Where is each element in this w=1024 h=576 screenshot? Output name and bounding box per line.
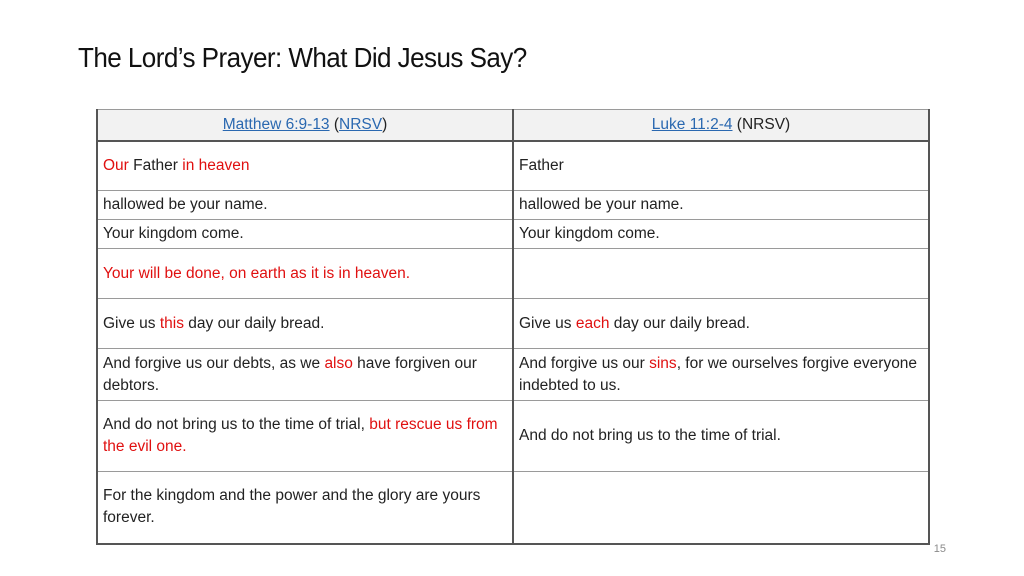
luke-cell: [513, 349, 929, 401]
luke-cell: [513, 299, 929, 349]
luke-version: (NRSV): [732, 115, 791, 133]
highlight-text: in heaven: [182, 156, 250, 174]
luke-cell: [513, 220, 929, 249]
comparison-table: [96, 109, 930, 545]
cell-text: day our daily bread.: [609, 314, 750, 332]
cell-text: And do not bring us to the time of trial,: [103, 416, 370, 433]
table-row: [97, 220, 929, 249]
cell-text: And do not bring us to the time of trial.: [519, 427, 781, 444]
cell-text: hallowed be your name.: [519, 196, 684, 213]
cell-text: Your kingdom come.: [519, 225, 660, 242]
table-header-row: [97, 110, 929, 141]
luke-cell: [513, 249, 929, 299]
table-row: [97, 141, 929, 191]
table-row: [97, 349, 929, 401]
luke-cell: [513, 141, 929, 191]
luke-cell: [513, 401, 929, 472]
highlight-text: Our: [103, 156, 129, 174]
matthew-cell: [97, 401, 513, 472]
close-paren: ): [382, 115, 388, 133]
highlight-text: also: [324, 354, 353, 372]
cell-text: And forgive us our: [519, 354, 650, 372]
table-row: [97, 191, 929, 220]
cell-text: Father: [128, 156, 183, 174]
cell-text: , for we ourselves forgive everyone indebted to us.: [519, 354, 918, 394]
cell-text: day our daily bread.: [183, 314, 325, 332]
highlight-text: sins: [649, 354, 677, 372]
matthew-reference-link[interactable]: Matthew 6:9-13: [222, 115, 330, 133]
slide-title: The Lord’s Prayer: What Did Jesus Say?: [78, 42, 527, 73]
header-luke: [513, 110, 929, 141]
highlight-text: this: [159, 314, 184, 332]
cell-text: hallowed be your name.: [103, 196, 268, 213]
matthew-cell: [97, 141, 513, 191]
open-paren: (: [329, 115, 340, 133]
page-number: 15: [933, 543, 946, 555]
cell-text: Father: [519, 156, 564, 174]
cell-text: Give us: [103, 314, 160, 332]
highlight-text: Your will be done, on earth as it is in heaven.: [103, 264, 411, 282]
matthew-cell: [97, 349, 513, 401]
table-row: [97, 401, 929, 472]
table-row: [97, 299, 929, 349]
matthew-cell: [97, 299, 513, 349]
cell-text: have forgiven our debtors.: [103, 354, 477, 394]
nrsv-link[interactable]: NRSV: [339, 115, 383, 133]
table-row: [97, 249, 929, 299]
luke-cell: [513, 472, 929, 544]
highlight-text: each: [575, 314, 610, 332]
matthew-cell: [97, 249, 513, 299]
cell-text: Your kingdom come.: [103, 225, 244, 242]
cell-text: For the kingdom and the power and the glory are yours forever.: [103, 487, 481, 527]
matthew-cell: [97, 191, 513, 220]
cell-text: And forgive us our debts, as we: [103, 354, 325, 372]
header-matthew: [97, 110, 513, 141]
table-row: [97, 472, 929, 544]
luke-cell: [513, 191, 929, 220]
cell-text: Give us: [519, 314, 576, 332]
highlight-text: but rescue us from the evil one.: [103, 416, 498, 455]
luke-reference-link[interactable]: Luke 11:2-4: [651, 115, 733, 133]
matthew-cell: [97, 220, 513, 249]
matthew-cell: [97, 472, 513, 544]
